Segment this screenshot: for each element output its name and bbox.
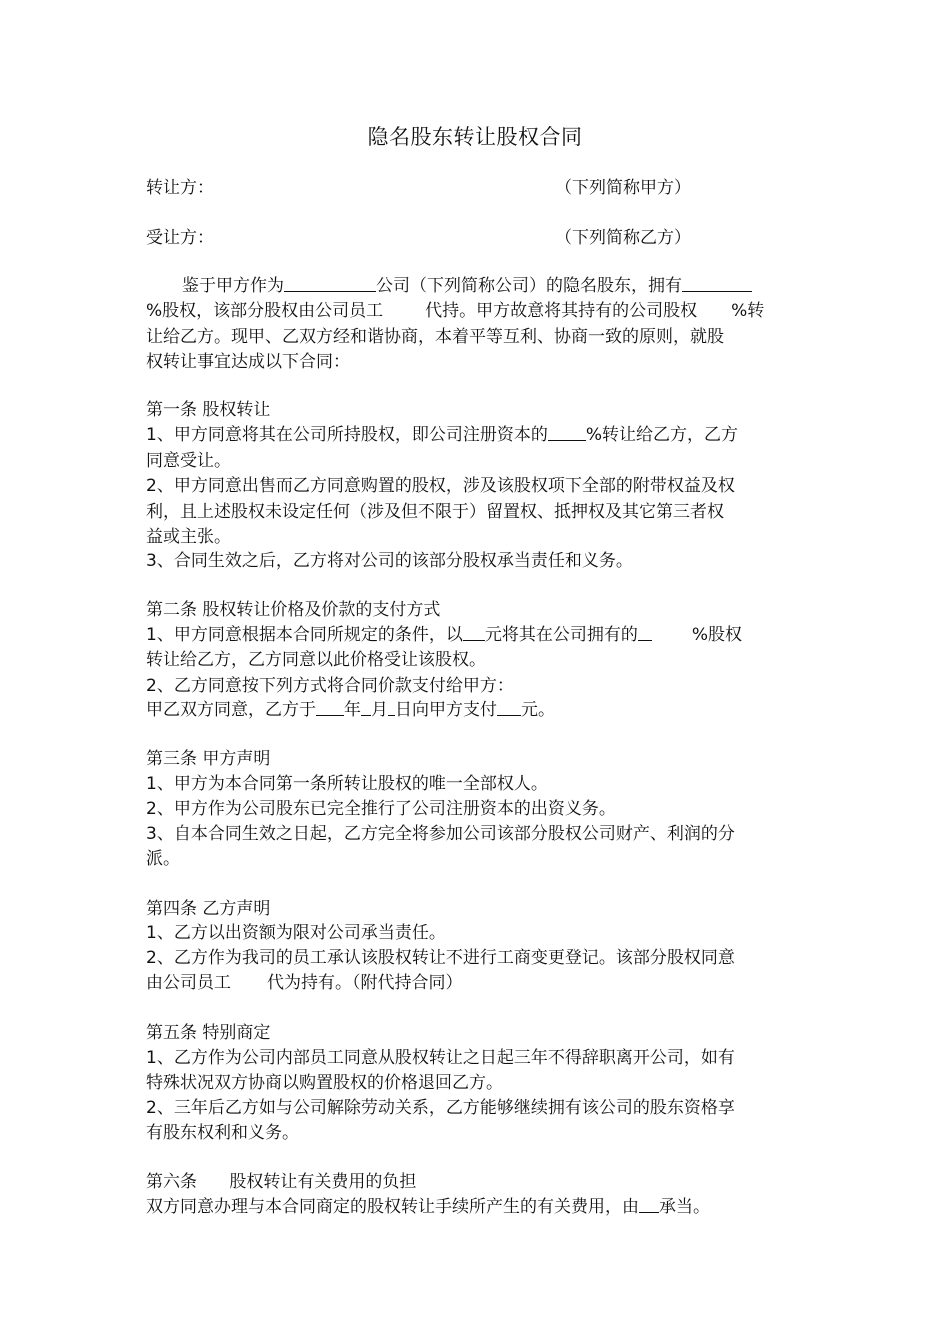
article-5-heading: 第五条 特别商定 [146,1023,271,1043]
transferor-label: 转让方： [146,178,214,198]
preamble-line-3: 让给乙方。现甲、乙双方经和谐协商，本着平等互利、协商一致的原则，就股 [146,327,724,347]
article-1-line: 同意受让。 [146,451,231,471]
article-5-line: 有股东权利和义务。 [146,1123,299,1143]
payment-year-blank[interactable] [316,697,344,716]
transferor-note: （下列简称甲方） [555,178,691,198]
article-1-line: 3、合同生效之后，乙方将对公司的该部分股权承当责任和义务。 [146,551,633,571]
article-4-line: 由公司员工 代为持有。（附代持合同） [146,973,463,993]
preamble-line-1: 鉴于甲方作为 公司（下列简称公司）的隐名股东，拥有 [146,273,752,299]
article-1-line: 2、甲方同意出售而乙方同意购置的股权，涉及该股权项下全部的附带权益及权 [146,476,735,496]
article-1-line: 利，且上述股权未设定任何（涉及但不限于）留置权、抵押权及其它第三者权 [146,502,724,522]
article-1-line: 益或主张。 [146,527,231,547]
article-1-heading: 第一条 股权转让 [146,400,271,420]
article-3-line: 3、自本合同生效之日起，乙方完全将参加公司该部分股权公司财产、利润的分 [146,824,735,844]
transferee-label: 受让方： [146,228,214,248]
registered-capital-percent-blank[interactable] [548,422,586,441]
article-5-line: 2、三年后乙方如与公司解除劳动关系，乙方能够继续拥有该公司的股东资格享 [146,1098,735,1118]
company-name-blank[interactable] [284,273,376,292]
article-4-line: 2、乙方作为我司的员工承认该股权转让不进行工商变更登记。该部分股权同意 [146,948,735,968]
article-2-heading: 第二条 股权转让价格及价款的支付方式 [146,600,441,620]
ownership-percent-blank[interactable] [682,273,752,292]
article-5-line: 1、乙方作为公司内部员工同意从股权转让之日起三年不得辞职离开公司，如有 [146,1048,735,1068]
article-4-heading: 第四条 乙方声明 [146,899,271,919]
payment-amount-blank[interactable] [497,697,521,716]
article-1-line: 1、甲方同意将其在公司所持股权，即公司注册资本的 %转让给乙方，乙方 [146,422,738,448]
payment-month-blank[interactable] [361,697,371,716]
article-6-heading: 第六条 股权转让有关费用的负担 [146,1172,417,1192]
article-6-line: 双方同意办理与本合同商定的股权转让手续所产生的有关费用，由 承当。 [146,1194,710,1220]
article-3-line: 2、甲方作为公司股东已完全推行了公司注册资本的出资义务。 [146,799,616,819]
article-3-line: 派。 [146,849,180,869]
preamble-line-4: 权转让事宜达成以下合同： [146,352,350,372]
article-2-line: 2、乙方同意按下列方式将合同价款支付给甲方： [146,676,514,696]
payment-day-blank[interactable] [388,697,395,716]
article-2-line: 1、甲方同意根据本合同所规定的条件，以 元将其在公司拥有的 %股权 [146,622,742,648]
article-3-heading: 第三条 甲方声明 [146,749,271,769]
transferee-note: （下列简称乙方） [555,228,691,248]
preamble-line-2: %股权，该部分股权由公司员工 代持。甲方故意将其持有的公司股权 %转 [146,301,765,321]
article-2-line: 转让给乙方，乙方同意以此价格受让该股权。 [146,650,486,670]
fee-bearer-blank[interactable] [639,1194,659,1213]
article-3-line: 1、甲方为本合同第一条所转让股权的唯一全部权人。 [146,774,548,794]
article-4-line: 1、乙方以出资额为限对公司承当责任。 [146,923,446,943]
document-title: 隐名股东转让股权合同 [367,125,583,149]
article-2-line: 甲乙双方同意，乙方于 年 月 日向甲方支付 元。 [146,697,555,723]
price-blank[interactable] [463,622,485,641]
price-percent-blank[interactable] [638,622,652,641]
article-5-line: 特殊状况双方协商以购置股权的价格退回乙方。 [146,1073,503,1093]
